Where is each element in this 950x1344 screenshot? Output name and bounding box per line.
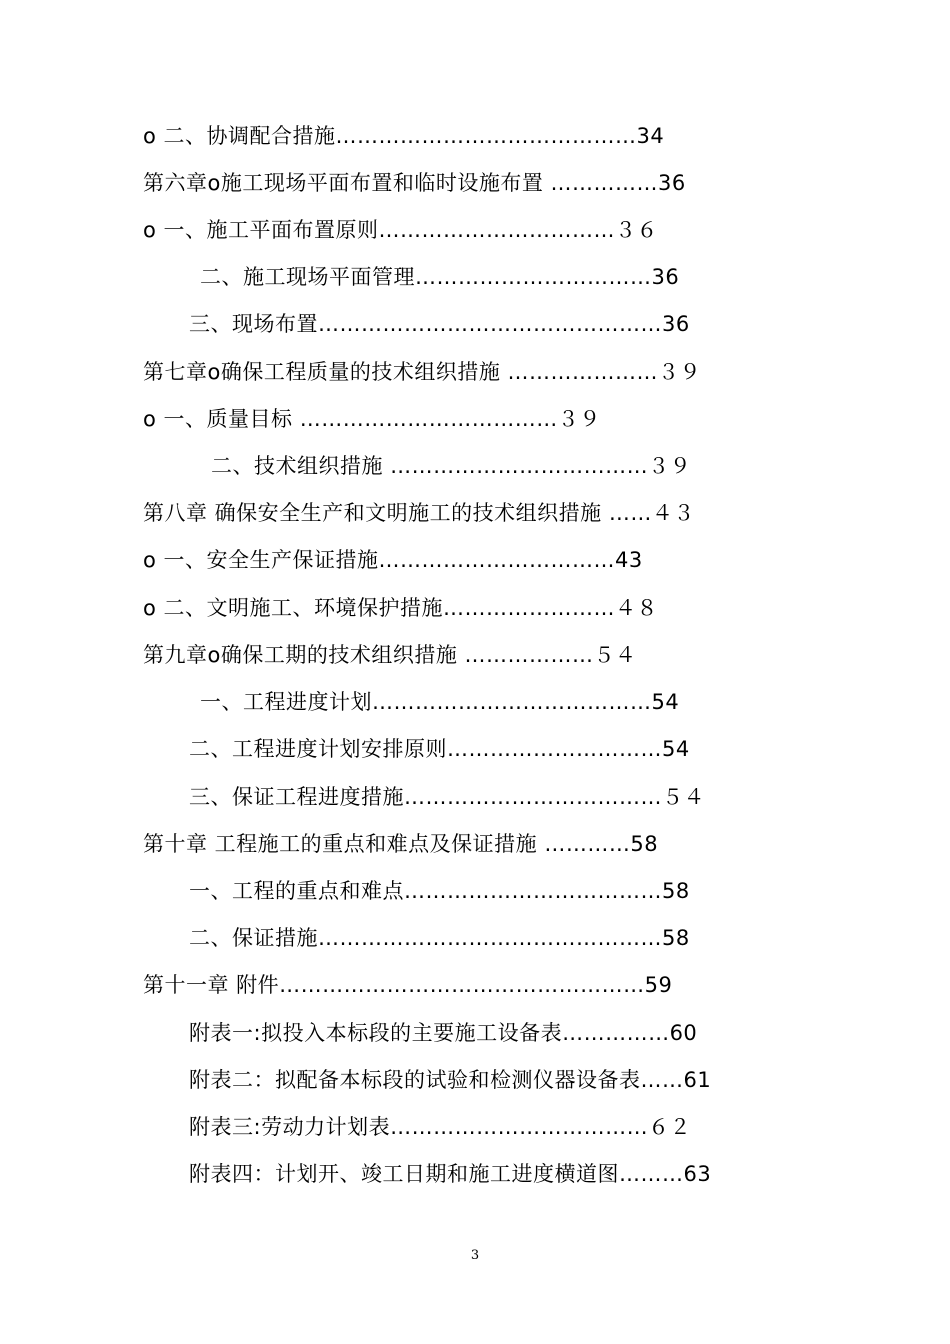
toc-line: 附表一:拟投入本标段的主要施工设备表……………60	[189, 1021, 698, 1045]
toc-line: 附表二：拟配备本标段的试验和检测仪器设备表……61	[189, 1068, 712, 1092]
toc-line: 二、技术组织措施 ………………………………３９	[211, 454, 692, 478]
toc-line: 第七章ο确保工程质量的技术组织措施 …………………３９	[143, 360, 702, 384]
toc-line: 第九章ο确保工期的技术组织措施 ………………５４	[143, 643, 637, 667]
toc-line: ο 二、协调配合措施……………………………………34	[143, 124, 665, 148]
toc-line: ο 一、安全生产保证措施……………………………43	[143, 548, 643, 572]
toc-line: ο 一、质量目标 ………………………………３９	[143, 407, 601, 431]
toc-line: 三、现场布置…………………………………………36	[189, 312, 690, 336]
toc-line: 二、保证措施…………………………………………58	[189, 926, 690, 950]
toc-line: 第六章ο施工现场平面布置和临时设施布置 ……………36	[143, 171, 686, 195]
toc-line: ο 一、施工平面布置原则……………………………３６	[143, 218, 659, 242]
toc-line: 一、工程进度计划…………………………………54	[200, 690, 680, 714]
toc-line: 附表三:劳动力计划表………………………………６２	[189, 1115, 692, 1139]
toc-line: 二、工程进度计划安排原则…………………………54	[189, 737, 690, 761]
toc-line: 第十一章 附件……………………………………………59	[143, 973, 673, 997]
toc-line: 二、施工现场平面管理……………………………36	[200, 265, 680, 289]
toc-line: 第八章 确保安全生产和文明施工的技术组织措施 ……４３	[143, 501, 695, 525]
toc-line: 第十章 工程施工的重点和难点及保证措施 …………58	[143, 832, 659, 856]
page-number: 3	[470, 1248, 480, 1263]
toc-line: ο 二、文明施工、环境保护措施……………………４８	[143, 596, 659, 620]
toc-line: 一、工程的重点和难点………………………………58	[189, 879, 690, 903]
toc-line: 附表四：计划开、竣工日期和施工进度横道图………63	[189, 1162, 712, 1186]
toc-line: 三、保证工程进度措施………………………………５４	[189, 785, 705, 809]
